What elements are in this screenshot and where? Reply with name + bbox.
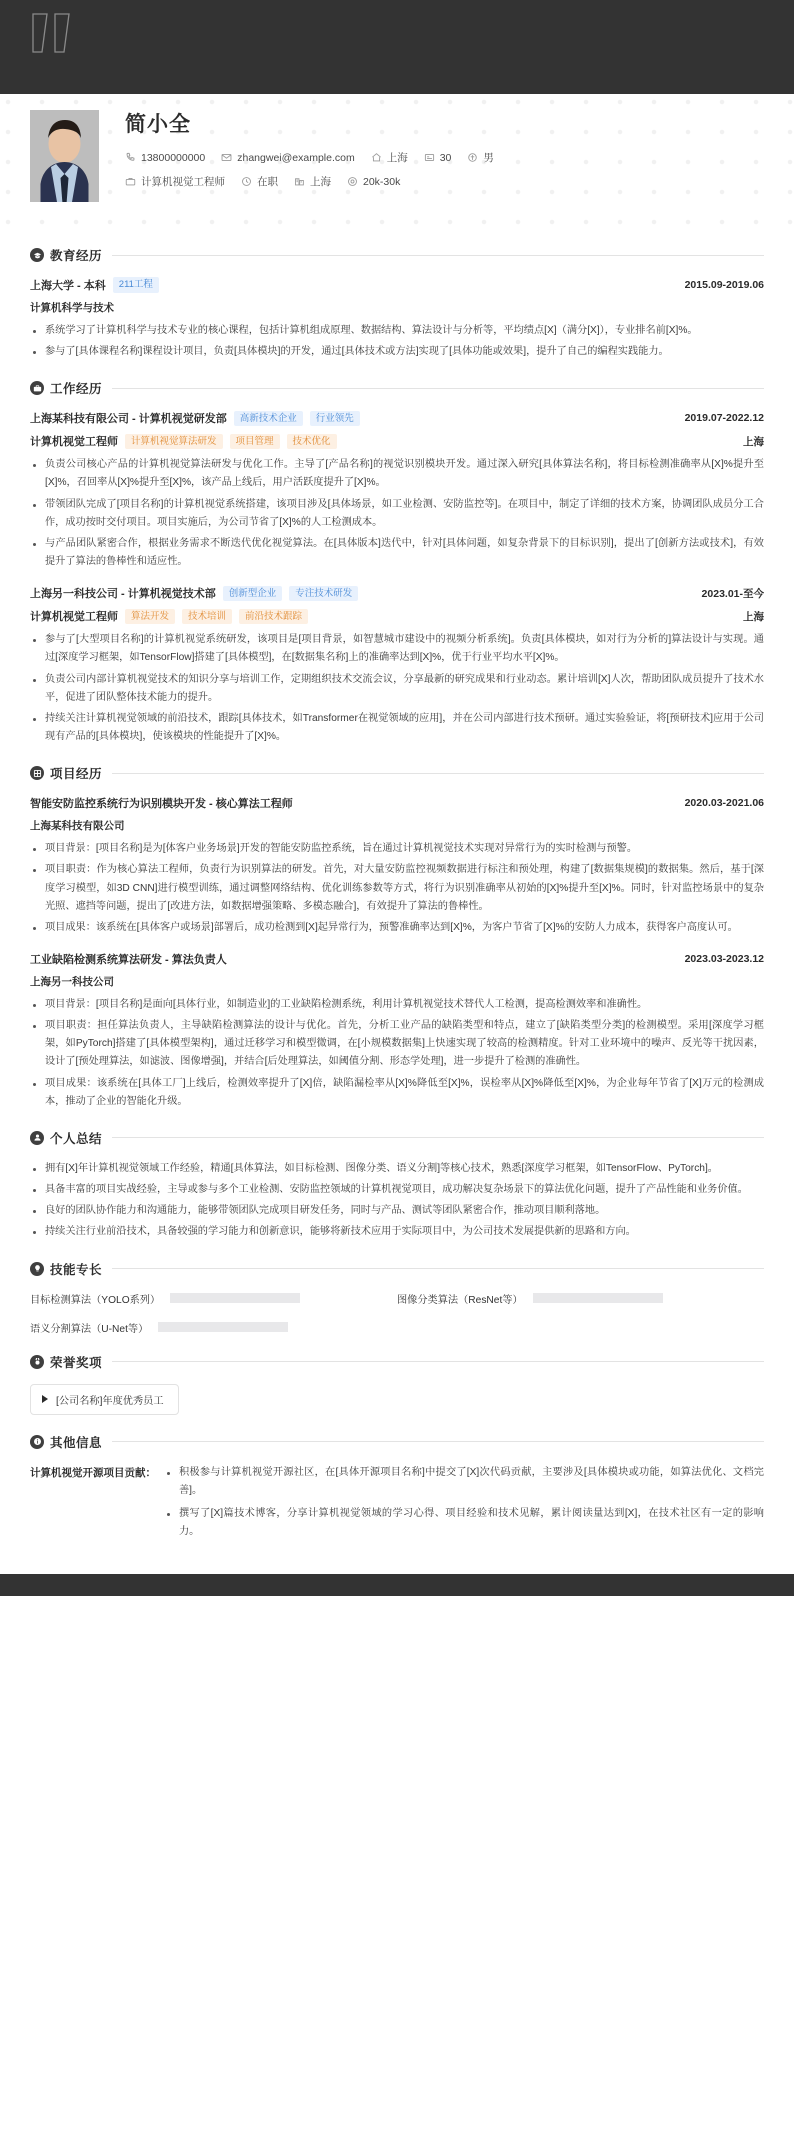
profile-info: [125, 108, 510, 198]
meta-age: [424, 152, 452, 164]
gender-icon: [467, 152, 478, 163]
list-item: 参与了[大型项目名称]的计算机视觉系统研发，该项目是[项目背景，如智慧城市建设中的视频分析系统]。负责[具体模块，如对行为分析的]算法设计与实现。通过[深度学习框架，如TensorFlow]搭建了[具体模型]，在[数据集名称]上的准确率达到[X]%，优于行业平均水平[X]%。: [30, 631, 764, 667]
meta-status: [241, 174, 278, 189]
section-rule: [112, 1361, 764, 1362]
section-work: [30, 379, 764, 746]
list-item: 参与了[具体课程名称]课程设计项目，负责[具体模块]的开发，通过[具体技术或方法]实现了[具体功能或效果]，提升了自己的编程实践能力。: [30, 343, 764, 361]
role-tag: 项目管理: [230, 434, 280, 450]
meta-phone: [125, 152, 205, 164]
work-role-left: [30, 608, 308, 624]
section-education: [30, 246, 764, 361]
work-role-left: [30, 433, 337, 449]
list-item: 负责公司内部计算机视觉技术的知识分享与培训工作，定期组织技术交流会议，分享最新的研究成果和行业动态。累计培训[X]人次，帮助团队成员提升了技术水平，促进了团队整体技术能力的提升。: [30, 671, 764, 707]
meta-hometown-text: 上海: [386, 152, 408, 165]
bottom-banner: [0, 1574, 794, 1596]
skill-progress-track: [158, 1322, 288, 1332]
medal-icon: [30, 1355, 44, 1369]
meta-phone-text: 13800000000: [141, 151, 206, 164]
skill-label: 语义分割算法（U-Net等）: [30, 1323, 149, 1335]
info-icon: [30, 1435, 44, 1449]
job-icon: [125, 176, 136, 187]
list-item: 与产品团队紧密合作，根据业务需求不断迭代优化视觉算法。在[具体版本]迭代中，针对[具体问题，如复杂背景下的目标识别]，提出了[创新方法或技术]，有效提升了算法的鲁棒性和适应性。: [30, 535, 764, 571]
section-title-other: 其他信息: [50, 1435, 103, 1450]
work-bullets: [30, 456, 764, 571]
project-entry-headline: [30, 795, 764, 811]
company-tag: 专注技术研发: [289, 586, 358, 602]
skill-item: [30, 1291, 397, 1306]
project-company: 上海某科技有限公司: [30, 820, 125, 833]
section-title-education: 教育经历: [50, 249, 103, 263]
bottom-spacer: [30, 1546, 764, 1554]
work-date: 2023.01-至今: [701, 587, 764, 600]
section-title-summary: 个人总结: [50, 1131, 103, 1146]
list-item: 持续关注行业前沿技术，具备较强的学习能力和创新意识，能够将新技术应用于实际项目中，为公司技术发展提供新的思路和方向。: [30, 1223, 764, 1241]
section-header-skills: [30, 1260, 764, 1278]
role-tag: 算法开发: [125, 609, 175, 625]
top-banner: [0, 0, 794, 94]
play-caret-icon: [42, 1395, 48, 1403]
education-entry-headline: [30, 277, 764, 293]
section-awards: [30, 1353, 764, 1415]
briefcase-icon: [30, 381, 44, 395]
section-header-education: [30, 246, 764, 264]
other-bullets: [164, 1464, 764, 1542]
resume-body: [0, 246, 794, 1574]
mail-icon: [221, 152, 232, 163]
list-item: 项目背景：[项目名称]是面向[具体行业，如制造业]的工业缺陷检测系统，利用计算机视觉技术替代人工检测，提高检测效率和准确性。: [30, 996, 764, 1014]
salary-icon: [347, 176, 358, 187]
skill-label: 目标检测算法（YOLO系列）: [30, 1294, 161, 1306]
work-entry-headline: [30, 585, 764, 601]
section-title-work: 工作经历: [50, 382, 103, 397]
project-name: 工业缺陷检测系统算法研发 - 算法负责人: [30, 953, 227, 966]
list-item: 撰写了[X]篇技术博客，分享计算机视觉领域的学习心得、项目经验和技术见解，累计阅读量达到[X]，在技术社区有一定的影响力。: [164, 1505, 764, 1541]
project-entry: [30, 951, 764, 1111]
project-company: 上海另一科技公司: [30, 975, 114, 988]
company-tag: 高新技术企业: [234, 411, 303, 427]
list-item: 项目职责：担任算法负责人，主导缺陷检测算法的设计与优化。首先，分析工业产品的缺陷类型和特点，建立了[缺陷类型分类]的检测模型。采用[深度学习框架，如PyTorch]搭建了[具体模型架构]，通过迁移学习和模型微调，在[小规模数据集]上快速实现了较高的检测精度。针对工业环境中的噪声、反光等干扰因素，设计了[预处理算法，如滤波、图像增强]，并结合[后处理算法，如阈值分割、形态学处理]，进一步提升了检测的准确性。: [30, 1017, 764, 1071]
list-item: 良好的团队协作能力和沟通能力，能够带领团队完成项目研发任务，同时与产品、测试等团队紧密合作，推动项目顺利落地。: [30, 1202, 764, 1220]
other-info-row: [30, 1464, 764, 1547]
meta-job-title-text: 计算机视觉工程师: [141, 176, 225, 189]
section-other: [30, 1433, 764, 1547]
company-tag: 行业领先: [310, 411, 360, 427]
work-bullets: [30, 631, 764, 746]
skill-progress-track: [533, 1293, 663, 1303]
project-entry: [30, 795, 764, 937]
list-item: 具备丰富的项目实战经验，主导或参与多个工业检测、安防监控领域的计算机视觉项目，成功解决复杂场景下的算法优化问题，提升了产品性能和业务价值。: [30, 1181, 764, 1199]
section-title-projects: 项目经历: [50, 767, 103, 782]
other-info-label: 计算机视觉开源项目贡献：: [30, 1466, 156, 1479]
list-item: 拥有[X]年计算机视觉领域工作经验，精通[具体算法，如目标检测、图像分类、语义分割]等核心技术，熟悉[深度学习框架，如TensorFlow、PyTorch]。: [30, 1160, 764, 1178]
candidate-name: 简小全: [125, 113, 191, 136]
status-icon: [241, 176, 252, 187]
work-entry-left: [30, 410, 360, 426]
project-date: 2023.03-2023.12: [684, 952, 764, 965]
section-title-skills: 技能专长: [50, 1262, 103, 1277]
company-name: 上海另一科技公司 - 计算机视觉技术部: [30, 588, 216, 601]
role-tag: 技术培训: [182, 609, 232, 625]
list-item: 项目背景：[项目名称]是为[体客户业务场景]开发的智能安防监控系统，旨在通过计算机视觉技术实现对异常行为的实时检测与预警。: [30, 840, 764, 858]
meta-city-text: 上海: [310, 176, 331, 189]
city-icon: [294, 176, 305, 187]
profile-header: [0, 94, 794, 228]
section-rule: [112, 388, 764, 389]
work-role-line: [30, 608, 764, 624]
list-item: 项目职责：作为核心算法工程师，负责行为识别算法的研发。首先，对大量安防监控视频数据进行标注和预处理，构建了[数据集规模]的数据集。然后，基于[深度学习模型，如3D CNN]进行模型训练，通过调整网络结构、优化训练参数等方式，将行为识别准确率从初始的[X]%提升至[X]%。同时，针对监控场景中的复杂光照、遮挡等问题，提出了[改进方法，如数据增强策略、多模态融合]，有效提升了算法的鲁棒性。: [30, 861, 764, 915]
role-tag: 技术优化: [287, 434, 337, 450]
work-entry: [30, 410, 764, 571]
skill-item: [30, 1320, 397, 1335]
work-role-line: [30, 433, 764, 449]
section-title-awards: 荣誉奖项: [50, 1355, 103, 1370]
meta-city: [294, 174, 331, 189]
meta-age-text: 30: [439, 151, 452, 164]
education-bullets: [30, 322, 764, 361]
list-item: 持续关注计算机视觉领域的前沿技术，跟踪[具体技术，如Transformer在视觉领域的应用]，并在公司内部进行技术预研。通过实验验证，将[预研技术]应用于公司现有产品的[具体模块]，使该模块的性能提升了[X]%。: [30, 710, 764, 746]
meta-salary: [347, 176, 400, 188]
list-item: 带领团队完成了[项目名称]的计算机视觉系统搭建，该项目涉及[具体场景，如工业检测、安防监控等]。在项目中，制定了详细的技术方案，协调团队成员分工合作，成功按时交付项目。项目实施后，为公司节省了[X]%的人工检测成本。: [30, 496, 764, 532]
meta-gender: [467, 150, 494, 165]
work-location: 上海: [743, 610, 764, 623]
company-name: 上海某科技有限公司 - 计算机视觉研发部: [30, 413, 227, 426]
grid-icon: [30, 766, 44, 780]
section-rule: [112, 1441, 764, 1442]
id-icon: [424, 152, 435, 163]
project-bullets: [30, 840, 764, 937]
section-header-work: [30, 379, 764, 397]
award-item[interactable]: [30, 1384, 179, 1415]
education-entry: [30, 277, 764, 361]
project-entry-left: [30, 795, 293, 811]
other-info-list: [164, 1464, 764, 1547]
skill-label: 图像分类算法（ResNet等）: [397, 1294, 523, 1306]
bulb-icon: [30, 1262, 44, 1276]
skill-progress-track: [170, 1293, 300, 1303]
meta-job-title: [125, 174, 225, 189]
meta-status-text: 在职: [257, 176, 278, 189]
education-date: 2015.09-2019.06: [684, 279, 764, 291]
section-header-projects: [30, 764, 764, 782]
school-tag: 211工程: [113, 277, 159, 293]
contact-row-primary: [125, 150, 510, 165]
work-entry: [30, 585, 764, 746]
graduation-cap-icon: [30, 248, 44, 262]
section-rule: [112, 773, 764, 774]
work-entry-left: [30, 585, 358, 601]
avatar: [30, 110, 99, 202]
meta-email-text: zhangwei@example.com: [237, 151, 355, 164]
job-role: 计算机视觉工程师: [30, 436, 118, 449]
project-name: 智能安防监控系统行为识别模块开发 - 核心算法工程师: [30, 798, 293, 811]
meta-hometown: [371, 150, 408, 165]
section-header-summary: [30, 1129, 764, 1147]
project-bullets: [30, 996, 764, 1111]
work-entry-headline: [30, 410, 764, 426]
quote-mark-icon: [30, 12, 78, 54]
award-label: [公司名称]年度优秀员工: [56, 1395, 164, 1407]
section-rule: [112, 1268, 764, 1269]
role-tag: 计算机视觉算法研发: [125, 434, 223, 450]
job-role: 计算机视觉工程师: [30, 611, 118, 624]
section-header-other: [30, 1433, 764, 1451]
section-skills: [30, 1260, 764, 1335]
user-icon: [30, 1131, 44, 1145]
phone-icon: [125, 152, 136, 163]
skill-grid: [30, 1291, 764, 1335]
education-major: 计算机科学与技术: [30, 302, 114, 314]
list-item: 负责公司核心产品的计算机视觉算法研发与优化工作。主导了[产品名称]的视觉识别模块开发。通过深入研究[具体算法名称]，将目标检测准确率从[X]%提升至[X]%，召回率从[X]%提升至[X]%，该产品上线后，用户活跃度提升了[X]%。: [30, 456, 764, 492]
section-rule: [112, 1137, 764, 1138]
project-entry-headline: [30, 951, 764, 967]
school-name: 上海大学 - 本科: [30, 280, 106, 292]
company-tag: 创新型企业: [223, 586, 283, 602]
work-date: 2019.07-2022.12: [684, 412, 764, 425]
home-icon: [371, 152, 382, 163]
contact-row-secondary: [125, 174, 510, 189]
skill-item: [397, 1291, 764, 1306]
list-item: 项目成果：该系统在[具体工厂]上线后，检测效率提升了[X]倍，缺陷漏检率从[X]%降低至[X]%，误检率从[X]%降低至[X]%，为企业每年节省了[X]万元的检测成本，推动了企业的智能化升级。: [30, 1075, 764, 1111]
section-projects: [30, 764, 764, 1111]
project-entry-left: [30, 951, 227, 967]
summary-bullets: [30, 1160, 764, 1242]
meta-gender-text: 男: [483, 152, 494, 165]
meta-salary-text: 20k-30k: [363, 175, 401, 188]
role-tag: 前沿技术跟踪: [239, 609, 308, 625]
list-item: 积极参与计算机视觉开源社区，在[具体开源项目名称]中提交了[X]次代码贡献，主要涉及[具体模块或功能，如算法优化、文档完善]。: [164, 1464, 764, 1500]
list-item: 系统学习了计算机科学与技术专业的核心课程，包括计算机组成原理、数据结构、算法设计与分析等，平均绩点[X]（满分[X]），专业排名前[X]%。: [30, 322, 764, 340]
section-rule: [112, 255, 764, 256]
project-date: 2020.03-2021.06: [684, 797, 764, 810]
section-header-awards: [30, 1353, 764, 1371]
meta-email: [221, 152, 354, 164]
section-summary: [30, 1129, 764, 1242]
work-location: 上海: [743, 435, 764, 448]
education-entry-left: [30, 277, 159, 293]
list-item: 项目成果：该系统在[具体客户或场景]部署后，成功检测到[X]起异常行为，预警准确率达到[X]%，为客户节省了[X]%的安防人力成本，获得客户高度认可。: [30, 919, 764, 937]
